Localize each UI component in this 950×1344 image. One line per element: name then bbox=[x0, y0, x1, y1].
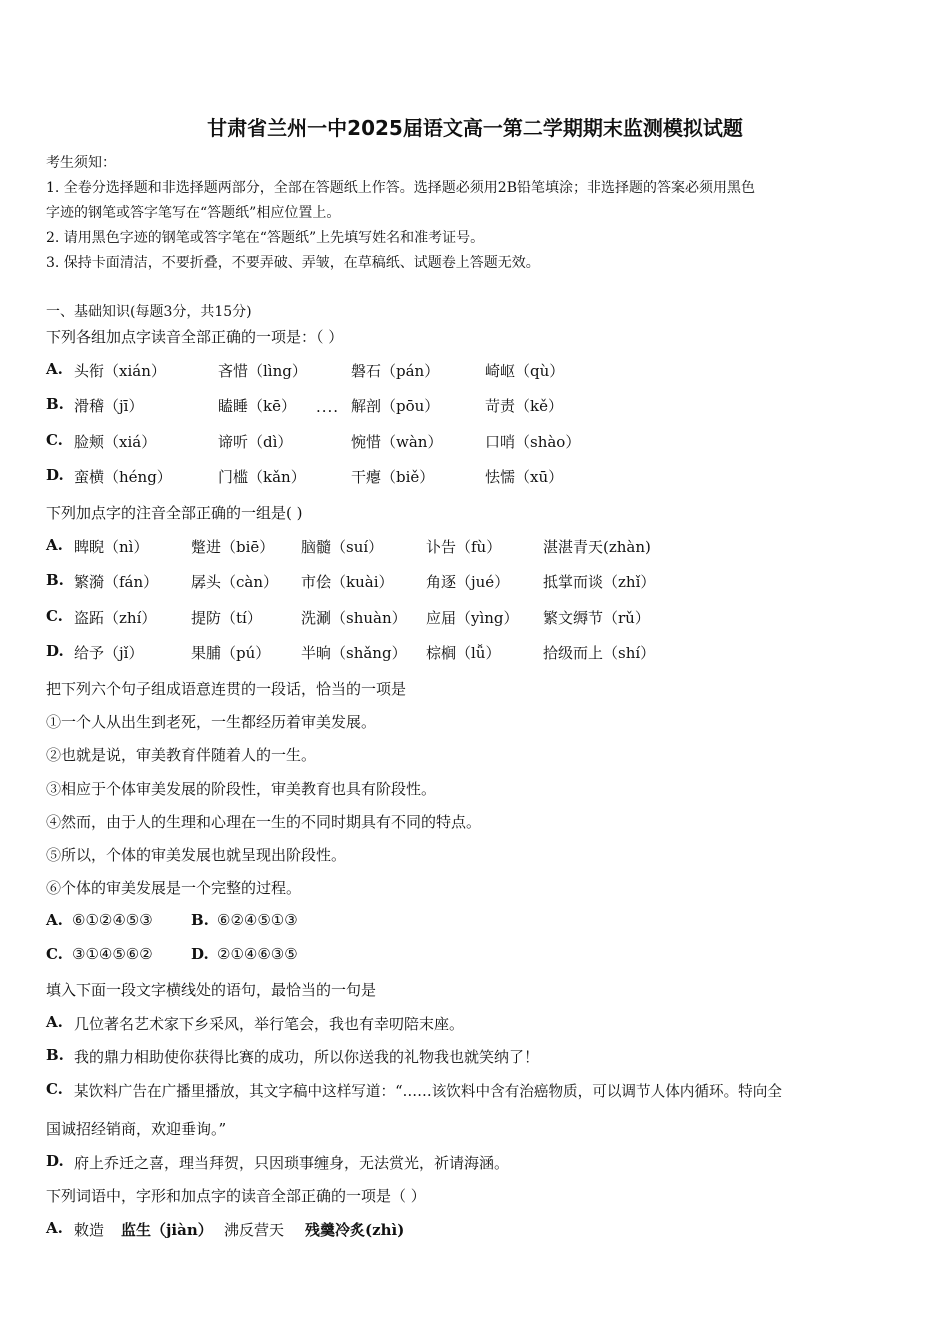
option-label: A. bbox=[46, 360, 63, 378]
option-label: D. bbox=[46, 642, 64, 660]
question-5-stem: 下列词语中，字形和加点字的读音全部正确的一项是（ ） bbox=[46, 1187, 426, 1205]
option-item: 盗跖（zhí） bbox=[74, 609, 157, 627]
sentence: ①一个人从出生到老死，一生都经历着审美发展。 bbox=[46, 713, 377, 731]
sentence: ④然而，由于人的生理和心理在一生的不同时期具有不同的特点。 bbox=[46, 813, 482, 831]
option-label: D. bbox=[191, 945, 209, 963]
option-label: B. bbox=[46, 1046, 64, 1064]
notice-item: 2. 请用黑色字迹的钢笔或答字笔在“答题纸”上先填写姓名和准考证号。 bbox=[46, 230, 485, 246]
sentence: ⑤所以，个体的审美发展也就呈现出阶段性。 bbox=[46, 846, 347, 864]
option-item: 瞌睡（kē） bbox=[218, 397, 296, 415]
option-item: 繁漪（fán） bbox=[74, 573, 159, 591]
option-item: 果脯（pú） bbox=[191, 644, 271, 662]
option-item: 敕造 bbox=[74, 1221, 105, 1239]
option-item: 提防（tí） bbox=[191, 609, 262, 627]
option-item: ②①④⑥③⑤ bbox=[217, 945, 298, 963]
notice-item: 1. 全卷分选择题和非选择题两部分，全部在答题纸上作答。选择题必须用2B铅笔填涂；非选择题的答案必须用黑色 bbox=[46, 180, 755, 196]
option-label: A. bbox=[46, 536, 63, 554]
notice-item: 字迹的钢笔或答字笔写在“答题纸”相应位置上。 bbox=[46, 205, 341, 221]
option-item: 睥睨（nì） bbox=[74, 538, 149, 556]
notice-heading: 考生须知： bbox=[46, 155, 116, 171]
option-label: A. bbox=[46, 911, 63, 929]
option-item: 抵掌而谈（zhǐ） bbox=[543, 573, 656, 591]
option-item: 府上乔迁之喜，理当拜贺，只因琐事缠身，无法赏光，祈请海涵。 bbox=[74, 1154, 510, 1172]
option-label: D. bbox=[46, 466, 64, 484]
option-item: 干瘪（biě） bbox=[351, 468, 435, 486]
page-title: 甘肃省兰州一中2025届语文高一第二学期期末监测模拟试题 bbox=[207, 116, 743, 140]
option-item: 解剖（pōu） bbox=[351, 397, 440, 415]
option-item: 几位著名艺术家下乡采风，举行笔会，我也有幸叨陪末座。 bbox=[74, 1015, 465, 1033]
sentence: ③相应于个体审美发展的阶段性，审美教育也具有阶段性。 bbox=[46, 780, 437, 798]
option-item: 脸颊（xiá） bbox=[74, 433, 157, 451]
option-label: C. bbox=[46, 607, 63, 625]
option-item: 吝惜（lìng） bbox=[218, 362, 307, 380]
option-item: 磐石（pán） bbox=[351, 362, 440, 380]
option-item: 某饮料广告在广播里播放，其文字稿中这样写道：“……该饮料中含有治癌物质，可以调节人体内循环。特向全 bbox=[74, 1083, 782, 1100]
option-item: ⑥①②④⑤③ bbox=[72, 911, 153, 929]
option-item: 监生（jiàn） bbox=[121, 1221, 213, 1239]
option-item: 孱头（càn） bbox=[191, 573, 279, 591]
option-item: 苛责（kě） bbox=[485, 397, 563, 415]
option-label: A. bbox=[46, 1013, 63, 1031]
question-1-stem: 下列各组加点字读音全部正确的一项是：（ ） bbox=[46, 328, 344, 346]
option-item: 脑髓（suí） bbox=[301, 538, 384, 556]
notice-item: 3. 保持卡面清洁，不要折叠，不要弄破、弄皱，在草稿纸、试题卷上答题无效。 bbox=[46, 255, 540, 271]
question-4-stem: 填入下面一段文字横线处的语句，最恰当的一句是 bbox=[46, 981, 377, 999]
option-label: B. bbox=[191, 911, 209, 929]
option-item: 拾级而上（shí） bbox=[543, 644, 656, 662]
option-item: 棕榈（lǚ） bbox=[426, 644, 501, 662]
option-item: 头衔（xián） bbox=[74, 362, 166, 380]
option-label: C. bbox=[46, 1080, 63, 1098]
option-item: 角逐（jué） bbox=[426, 573, 510, 591]
option-item: 崎岖（qù） bbox=[485, 362, 565, 380]
sentence: ⑥个体的审美发展是一个完整的过程。 bbox=[46, 879, 302, 897]
option-item: 繁文缛节（rǔ） bbox=[543, 609, 650, 627]
option-item-continued: 国诚招经销商，欢迎垂询。” bbox=[46, 1120, 227, 1138]
option-item: 应届（yìng） bbox=[426, 609, 519, 627]
option-label: C. bbox=[46, 431, 63, 449]
option-label: D. bbox=[46, 1152, 64, 1170]
option-item: 怯懦（xū） bbox=[485, 468, 564, 486]
option-item: 谛听（dì） bbox=[218, 433, 293, 451]
option-item: 惋惜（wàn） bbox=[351, 433, 443, 451]
option-item: 洗涮（shuàn） bbox=[301, 609, 407, 627]
option-item: 门槛（kǎn） bbox=[218, 468, 306, 486]
emphasis-dots: .... bbox=[316, 398, 340, 416]
option-item: 给予（jǐ） bbox=[74, 644, 144, 662]
option-item: ③①④⑤⑥② bbox=[72, 945, 153, 963]
option-label: A. bbox=[46, 1219, 63, 1237]
option-label: C. bbox=[46, 945, 63, 963]
option-item: 讣告（fù） bbox=[426, 538, 502, 556]
option-label: B. bbox=[46, 571, 64, 589]
question-3-stem: 把下列六个句子组成语意连贯的一段话，恰当的一项是 bbox=[46, 680, 407, 698]
option-item: 湛湛青天(zhàn) bbox=[543, 538, 651, 556]
option-item: 滑稽（jī） bbox=[74, 397, 144, 415]
option-item: 半晌（shǎng） bbox=[301, 644, 407, 662]
option-item: 蛮横（héng） bbox=[74, 468, 172, 486]
option-label: B. bbox=[46, 395, 64, 413]
option-item: ⑥②④⑤①③ bbox=[217, 911, 298, 929]
option-item: 口哨（shào） bbox=[485, 433, 581, 451]
option-item: 残羹冷炙(zhì) bbox=[305, 1221, 405, 1239]
section-heading: 一、基础知识(每题3分，共15分) bbox=[46, 304, 252, 320]
option-item: 沸反营天 bbox=[224, 1221, 285, 1239]
sentence: ②也就是说，审美教育伴随着人的一生。 bbox=[46, 746, 317, 764]
question-2-stem: 下列加点字的注音全部正确的一组是( ) bbox=[46, 504, 303, 522]
option-item: 我的鼎力相助使你获得比赛的成功，所以你送我的礼物我也就笑纳了！ bbox=[74, 1048, 540, 1066]
option-item: 市侩（kuài） bbox=[301, 573, 394, 591]
option-item: 蹩进（biē） bbox=[191, 538, 275, 556]
